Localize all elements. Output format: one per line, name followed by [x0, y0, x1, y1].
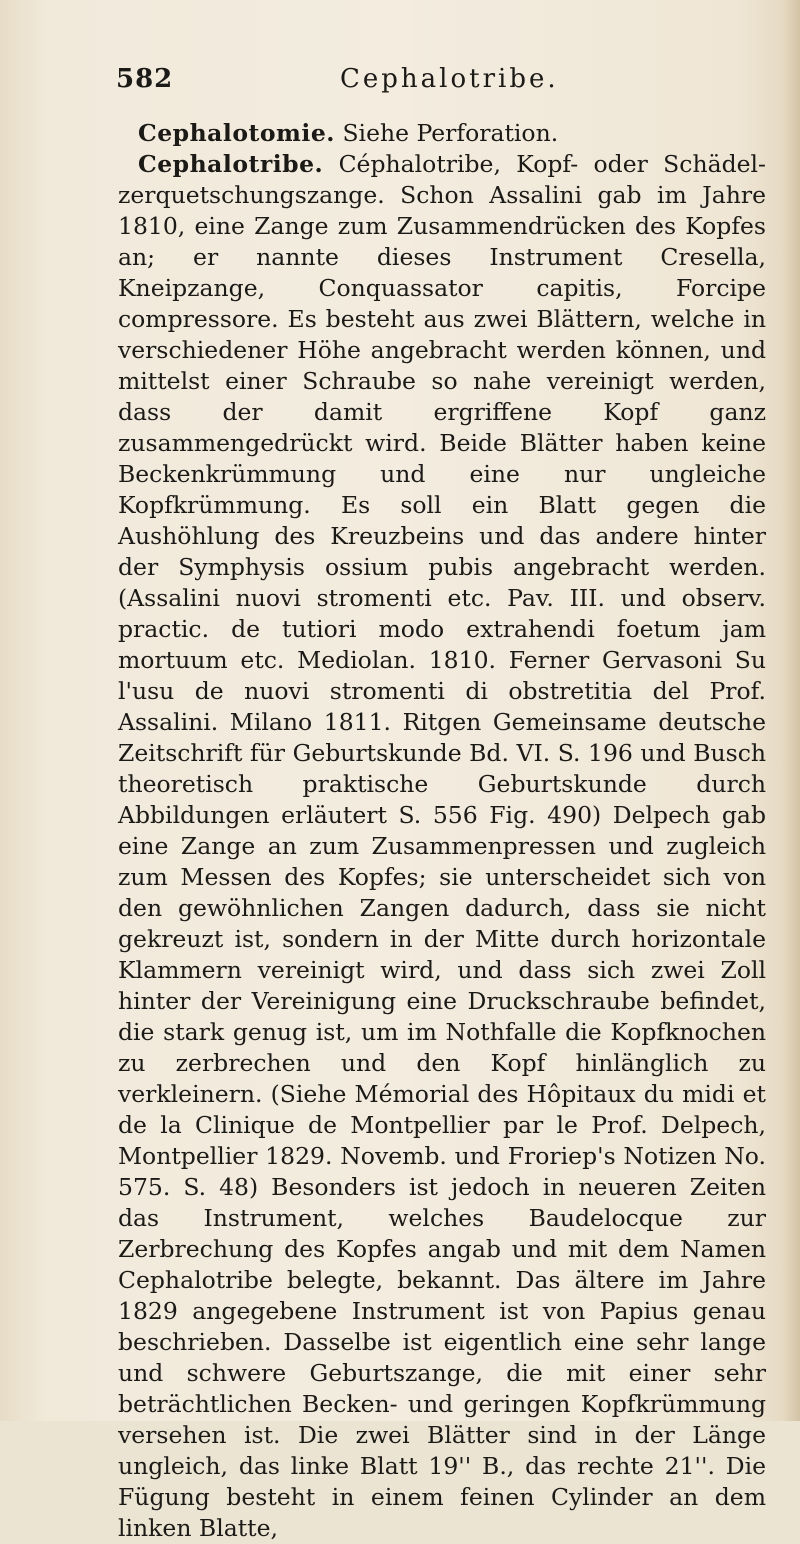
entry-text: Siehe Perforation.: [342, 119, 559, 147]
entry-headword: Cephalotribe.: [138, 150, 324, 178]
entry-cephalotomie: [118, 118, 766, 149]
entry-cephalotribe: [118, 149, 766, 1544]
page-edge-shadow: [782, 0, 800, 1421]
entry-headword: Cephalotomie.: [138, 119, 335, 147]
body-text: [118, 118, 766, 1544]
running-title: Cephalotribe.: [340, 64, 559, 94]
entry-text: Céphalotribe, Kopf- oder Schädel-zerquetschungszange. Schon Assalini gab im Jahre 1810, eine Zange zum Zusammendrücken des Kopfes an; er nannte dieses Instrument Cresella, Kneipzange, Conquassator capitis, Forcipe compressore. Es besteht aus zwei Blättern, welche in verschiedener Höhe angebracht werden können, und mittelst einer Schraube so nahe vereinigt werden, dass der damit ergriffene Kopf ganz zusammengedrückt wird. Beide Blätter haben keine Beckenkrümmung und eine nur ungleiche Kopfkrümmung. Es soll ein Blatt gegen die Aushöhlung des Kreuzbeins und das andere hinter der Symphysis ossium pubis angebracht werden. (Assalini nuovi stromenti etc. Pav. III. und observ. practic. de tutiori modo extrahendi foetum jam mortuum etc. Mediolan. 1810. Ferner Gervasoni Su l'usu de nuovi stromenti di obstretitia del Prof. Assalini. Milano 1811. Ritgen Gemeinsame deutsche Zeitschrift für Geburtskunde Bd. VI. S. 196 und Busch theoretisch praktische Geburtskunde durch Abbildungen erläutert S. 556 Fig. 490) Delpech gab eine Zange an zum Zusammenpressen und zugleich zum Messen des Kopfes; sie unterscheidet sich von den gewöhnlichen Zangen dadurch, dass sie nicht gekreuzt ist, sondern in der Mitte durch horizontale Klammern vereinigt wird, und dass sich zwei Zoll hinter der Vereinigung eine Druckschraube befindet, die stark genug ist, um im Nothfalle die Kopfknochen zu zerbrechen und den Kopf hinlänglich zu verkleinern. (Siehe Mémorial des Hôpitaux du midi et de la Clinique de Montpellier par le Prof. Delpech, Montpellier 1829. Novemb. und Froriep's Notizen No. 575. S. 48) Besonders ist jedoch in neueren Zeiten das Instrument, welches Baudelocque zur Zerbrechung des Kopfes angab und mit dem Namen Cephalotribe belegte, bekannt. Das ältere im Jahre 1829 angegebene Instrument ist von Papius genau beschrieben. Dasselbe ist eigentlich eine sehr lange und schwere Geburtszange, die mit einer sehr beträchtlichen Becken- und geringen Kopfkrümmung versehen ist. Die zwei Blätter sind in der Länge ungleich, das linke Blatt 19'' B., das rechte 21''. Die Fügung besteht in einem feinen Cylinder an dem linken Blatte,: [118, 150, 766, 1542]
page-header: [0, 64, 800, 104]
page-number: 582: [116, 64, 174, 94]
